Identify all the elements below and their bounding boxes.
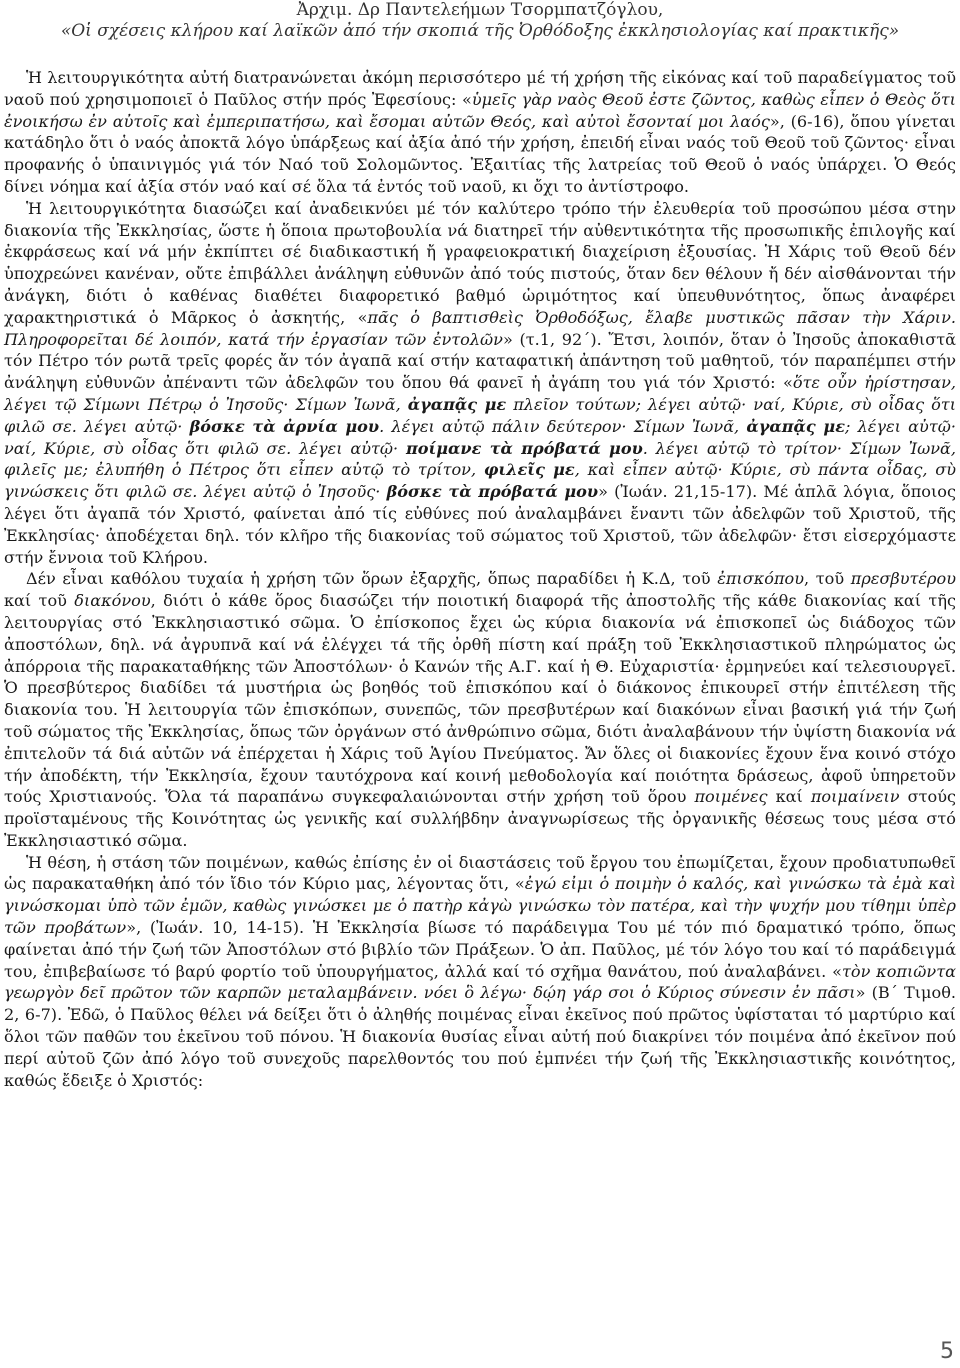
running-header [0, 0, 960, 42]
quote-text: ἐπισκόπου [717, 569, 805, 589]
body-text-run: » (τ.1, 92΄). Ἔτσι, λοιπόν, ὅταν ὁ Ἰησοῦς ἀποκαθιστᾶ τόν Πέτρο τόν ρωτᾶ τρεῖς φορές ἄν τόν ἀγαπᾶ καί στήν καταφατική ἀπάντηση τοῦ μαθητοῦ, τόν παραπέμπει στήν ἀνάληψη εὐθυνῶν ἀπέναντι τῶν ἀδελφῶν του ὅπου θά φανεῖ ἡ ἀγάπη του γιά τόν Χριστό: « [4, 329, 956, 393]
emphasized-quote-text: ποίμανε τὰ πρόβατά μου [405, 438, 643, 458]
body-text-run: », (Ἰωάν. 10, 14-15). Ἡ Ἐκκλησία βίωσε τό παράδειγμα Του μέ τόν πιό δραματικό τρόπο, ὅπως φαίνεται ἀπό τήν ζωή τῶν Ἀποστόλων στό βιβλίο τῶν Πράξεων. Ὁ ἀπ. Παῦλος, μέ τόν λόγο του καί τό παράδειγμά του, ἐπιβεβαίωσε τό βαρύ φορτίο τοῦ ὑπουργήματος, ἀλλά καί τό σχῆμα θανάτου, πού ἀναλαβάνει. « [4, 918, 957, 981]
paragraph [4, 568, 956, 851]
emphasized-quote-text: βόσκε τὰ ἀρνία μου [189, 416, 380, 436]
body-text-run: καί [767, 787, 811, 807]
quote-text: ποιμαίνειν [810, 787, 900, 807]
quote-text: πλεῖον τούτων; λέγει αὐτῷ· ναί, Κύριε, σὺ οἶδας ὅτι φιλῶ σε. λέγει αὐτῷ· [4, 394, 957, 436]
quote-text: ; λέγει αὐτῷ· ναί, Κύριε, σὺ οἶδας ὅτι φιλῶ σε. λέγει αὐτῷ· [4, 416, 956, 458]
body-text-run: , διότι ὁ κάθε ὅρος διασώζει τήν ποιοτική διαφορά τῆς ἀποστολῆς τῆς κάθε διακονίας καί τῆς λειτουργίας στό Ἐκκλησιαστικό σῶμα. Ὁ ἐπίσκοπος ἔχει ὡς κύρια διακονία νά ἐπισκοπεῖ ὡς διάδοχος τῶν ἀποστόλων, δηλ. νά ἀγρυπνᾶ καί νά ἐλέγχει τά τῆς ὀρθῆ πίστη καί πράξη τοῦ Ἐκκλησιαστικοῦ πληρώματος ὡς ἀπόρροια τῆς παρακαταθήκης τῶν Ἀποστόλων· ὁ Κανών τῆς Α.Γ. καί ἡ Θ. Εὐχαριστία· ἑρμηνεύει καί τελεσιουργεῖ. Ὁ πρεσβύτερος διαδίδει τά μυστήρια ὡς βοηθός τοῦ ἐπισκόπου καί ὁ διάκονος ἐπικουρεῖ στήν ἐπιτέλεση τῆς διακονία του. Ἡ λειτουργία τῶν ἐπισκόπων, συνεπῶς, τῶν πρεσβυτέρων καί διακόνων εἶναι βασική γιά τήν ζωή τοῦ σώματος τῆς Ἐκκλησίας, ὅπως τῶν ὀργάνων στό ἀνθρώπινο σῶμα, διότι ἀναλαβάνουν τήν ὑψίστη διακονία νά ἐπιτελοῦν τά διά αὐτῶν νά ἐπέρχεται ἡ Χάρις τοῦ Ἁγίου Πνεύματος. Ἄν ὅλες οἱ διακονίες ἔχουν ἕνα κοινό στόχο τήν ἀποδέκτη, τήν Ἐκκλησία, ἔχουν ταυτόχρονα καί κοινή μεθοδολογία καί ποιότητα δράσεως, ἀφοῦ ὑπηρετοῦν τούς Χριστιανούς. Ὅλα τά παραπάνω συγκεφαλαιώνονται στήν χρήση τοῦ ὅρου [4, 591, 956, 807]
paragraph [4, 67, 956, 198]
body-text-run: Ἡ θέση, ἡ στάση τῶν ποιμένων, καθώς ἐπίσης ἐν οἱ διαστάσεις τοῦ ἔργου του ἐπωμίζεται, ἔχουν προδιατυπωθεῖ ὡς παρακαταθήκη ἀπό τόν ἴδιο τόν Κύριο μας, λέγοντας ὅτι, « [4, 852, 956, 894]
paragraph [4, 852, 956, 1092]
quote-text: πρεσβυτέρου [850, 569, 956, 589]
body-text-run: », (6-16), ὅπου γίνεται κατάδηλο ὅτι ὁ ναός ἀποκτᾶ λόγο ὑπάρξεως καί ἀξία ἀπό τήν χρήση, ἐπειδή εἶναι ναός τοῦ Θεοῦ τοῦ ζῶντος· εἶναι προφανής ὁ ὑπαινιγμός γιά τόν Ναό τοῦ Σολομῶντος. Ἐξαιτίας τῆς λατρείας τοῦ Θεοῦ ὁ ναός ὑπάρχει. Ὁ Θεός δίνει νόημα καί ἀξία στόν ναό καί σέ ὅλα τά ἐντός τοῦ ναοῦ, κι ὄχι το ἀντίστροφο. [4, 111, 956, 196]
header-author: Ἀρχιμ. Δρ Παντελεήμων Τσορμπατζόγλου, [296, 0, 664, 20]
body-text-run: Δέν εἶναι καθόλου τυχαία ἡ χρήση τῶν ὅρων ἐξαρχῆς, ὅπως παραδίδει ἡ Κ.Δ, τοῦ [26, 569, 718, 589]
quote-text: διακόνου [74, 591, 151, 611]
page-number: 5 [940, 1339, 954, 1364]
paragraph [4, 198, 956, 569]
body-text-run: Ἡ λειτουργικότητα αὐτή διατρανώνεται ἀκόμη περισσότερο μέ τή χρήση τῆς εἰκόνας καί τοῦ παραδείγματος τοῦ ναοῦ πού χρησιμοποιεῖ ὁ Παῦλος στήν πρός Ἐφεσίους: « [4, 68, 956, 109]
quote-text: . λέγει αὐτῷ πάλιν δεύτερον· Σίμων Ἰωνᾶ, [379, 416, 747, 436]
body-text-run: καί τοῦ [4, 591, 75, 611]
body-text-run: Ἡ λειτουργικότητα διασώζει καί ἀναδεικνύει μέ τόν καλύτερο τρόπο τήν ἐλευθερία τοῦ προσώπου μέσα στην διακονία τῆς Ἐκκλησίας, ὥστε ἡ ὅποια πρωτοβουλία νά διατηρεῖ τήν αὐθεντικότητα τῆς προσωπικῆς ἐπιλογῆς καί ἐκφράσεως καί νά μήν ἐκπίπτει σέ διαδικαστική ἤ γραφειοκρατική διαχείριση ἐξουσίας. Ἡ Χάρις τοῦ Θεοῦ δέν ὑποχρεώνει κανέναν, οὔτε ἐπιβάλλει ἀνάληψη εὐθυνῶν ἀπό τούς πιστούς, ὅταν δεν θέλουν ἤ δέν αἰσθάνονται τήν ἀνάγκη, διότι ὁ καθένας διαθέτει διαφορετικό βαθμό ὡριμότητος καί ὑπευθυνότητος, ὅπως ἀναφέρει χαρακτηριστικά ὁ Μᾶρκος ὁ ἀσκητής, « [4, 198, 956, 327]
header-title: «Οἱ σχέσεις κλήρου καί λαϊκῶν ἀπό τήν σκοπιά τῆς Ὀρθόδοξης ἐκκλησιολογίας καί πρακτικῆς» [60, 21, 900, 41]
emphasized-quote-text: ἀγαπᾷς με [746, 416, 845, 436]
body-text-run: στούς προϊσταμένους τῆς Κοινότητας ὡς γενικῆς καί συλλήβδην ἀναγνωρίσεως τῆς ὀργανικῆς θέσεως τους μέσα στό Ἐκκλησιαστικό σῶμα. [4, 787, 957, 850]
quote-text: πᾶς ὁ βαπτισθεὶς Ὀρθοδόξως, ἔλαβε μυστικῶς πᾶσαν τὴν Χάριν. Πληροφορεῖται δέ λοιπόν, κατά τήν ἐργασίαν τῶν ἐντολῶν [4, 307, 956, 349]
quote-text: τὸν κοπιῶντα γεωργὸν δεῖ πρῶτον τῶν καρπῶν μεταλαμβάνειν. νόει ὃ λέγω· δῴη γάρ σοι ὁ Κύριος σύνεσιν ἐν πᾶσι [4, 961, 956, 1003]
quote-text: ποιμένες [694, 787, 768, 807]
body-text [4, 64, 956, 1091]
body-text-run: » (Ἰωάν. 21,15-17). Μέ ἁπλᾶ λόγια, ὅποιος λέγει ὅτι ἀγαπᾶ τόν Χριστό, φαίνεται ἀπό τίς εὐθύνες πού ἀναλαμβάνει ἔναντι τῶν ἀδελφῶν τοῦ Χριστοῦ, τῆς Ἐκκλησίας· ἀποδέχεται δηλ. τόν κλῆρο τῆς διακονίας τοῦ σώματος τοῦ Χριστοῦ, τῶν ἀδελφῶν· ἔτσι εἰσερχόμαστε στήν ἔννοια τοῦ Κλήρου. [4, 482, 956, 567]
quote-text: . λέγει αὐτῷ τὸ τρίτον· Σίμων Ἰωνᾶ, φιλεῖς με; ἐλυπήθη ὁ Πέτρος ὅτι εἶπεν αὐτῷ τὸ τρίτον, [4, 438, 957, 480]
emphasized-quote-text: ἀγαπᾷς με [407, 394, 507, 414]
body-text-run: » (Β΄ Τιμοθ. 2, 6-7). Ἐδῶ, ὁ Παῦλος θέλει νά δείξει ὅτι ὁ ἀληθής ποιμένας εἶναι ἐκεῖνος πού πρῶτος ὑφίσταται τό μαρτύριο καί ὅλοι τῶν παθῶν του ἐκεῖνου τοῦ πόνου. Ἡ διακονία θυσίας εἶναι αὐτή πού διακρίνει τόν ποιμένα ἀπό ἐκεῖνον πού περί αὐτοῦ ζῶν ἀπό λόγο τοῦ συνεχοῦς παρελθοντός του πού ἐμπνέει τήν ζωή τῆς Ἐκκλησιαστικῆς κοινότητος, καθώς ἔδειξε ὁ Χριστός: [4, 983, 956, 1090]
emphasized-quote-text: φιλεῖς με [483, 460, 575, 480]
quote-text: ὅτε οὖν ἠρίστησαν, λέγει τῷ Σίμωνι Πέτρῳ ὁ Ἰησοῦς· Σίμων Ἰωνᾶ, [4, 373, 956, 414]
body-text-run: , τοῦ [804, 569, 851, 589]
quote-text: , καὶ εἶπεν αὐτῷ· Κύριε, σὺ πάντα οἶδας, σὺ γινώσκεις ὅτι φιλῶ σε. λέγει αὐτῷ ὁ Ἰησοῦς· [4, 460, 956, 502]
quote-text: ἐγώ εἰμι ὁ ποιμὴν ὁ καλός, καὶ γινώσκω τὰ ἐμὰ καὶ γινώσκομαι ὑπὸ τῶν ἐμῶν, καθὼς γινώσκει με ὁ πατὴρ κἀγὼ γινώσκω τὸν πατέρα, καὶ τὴν ψυχήν μου τίθημι ὑπὲρ τῶν προβάτων [4, 874, 956, 938]
quote-text: ὑμεῖς γὰρ ναὸς Θεοῦ ἐστε ζῶντος, καθὼς εἶπεν ὁ Θεὸς ὅτι ἐνοικήσω ἐν αὐτοῖς καὶ ἐμπεριπατήσω, καὶ ἔσομαι αὐτῶν Θεός, καὶ αὐτοὶ ἔσονταί μοι λαός [4, 89, 956, 131]
emphasized-quote-text: βόσκε τὰ πρόβατά μου [386, 482, 599, 502]
